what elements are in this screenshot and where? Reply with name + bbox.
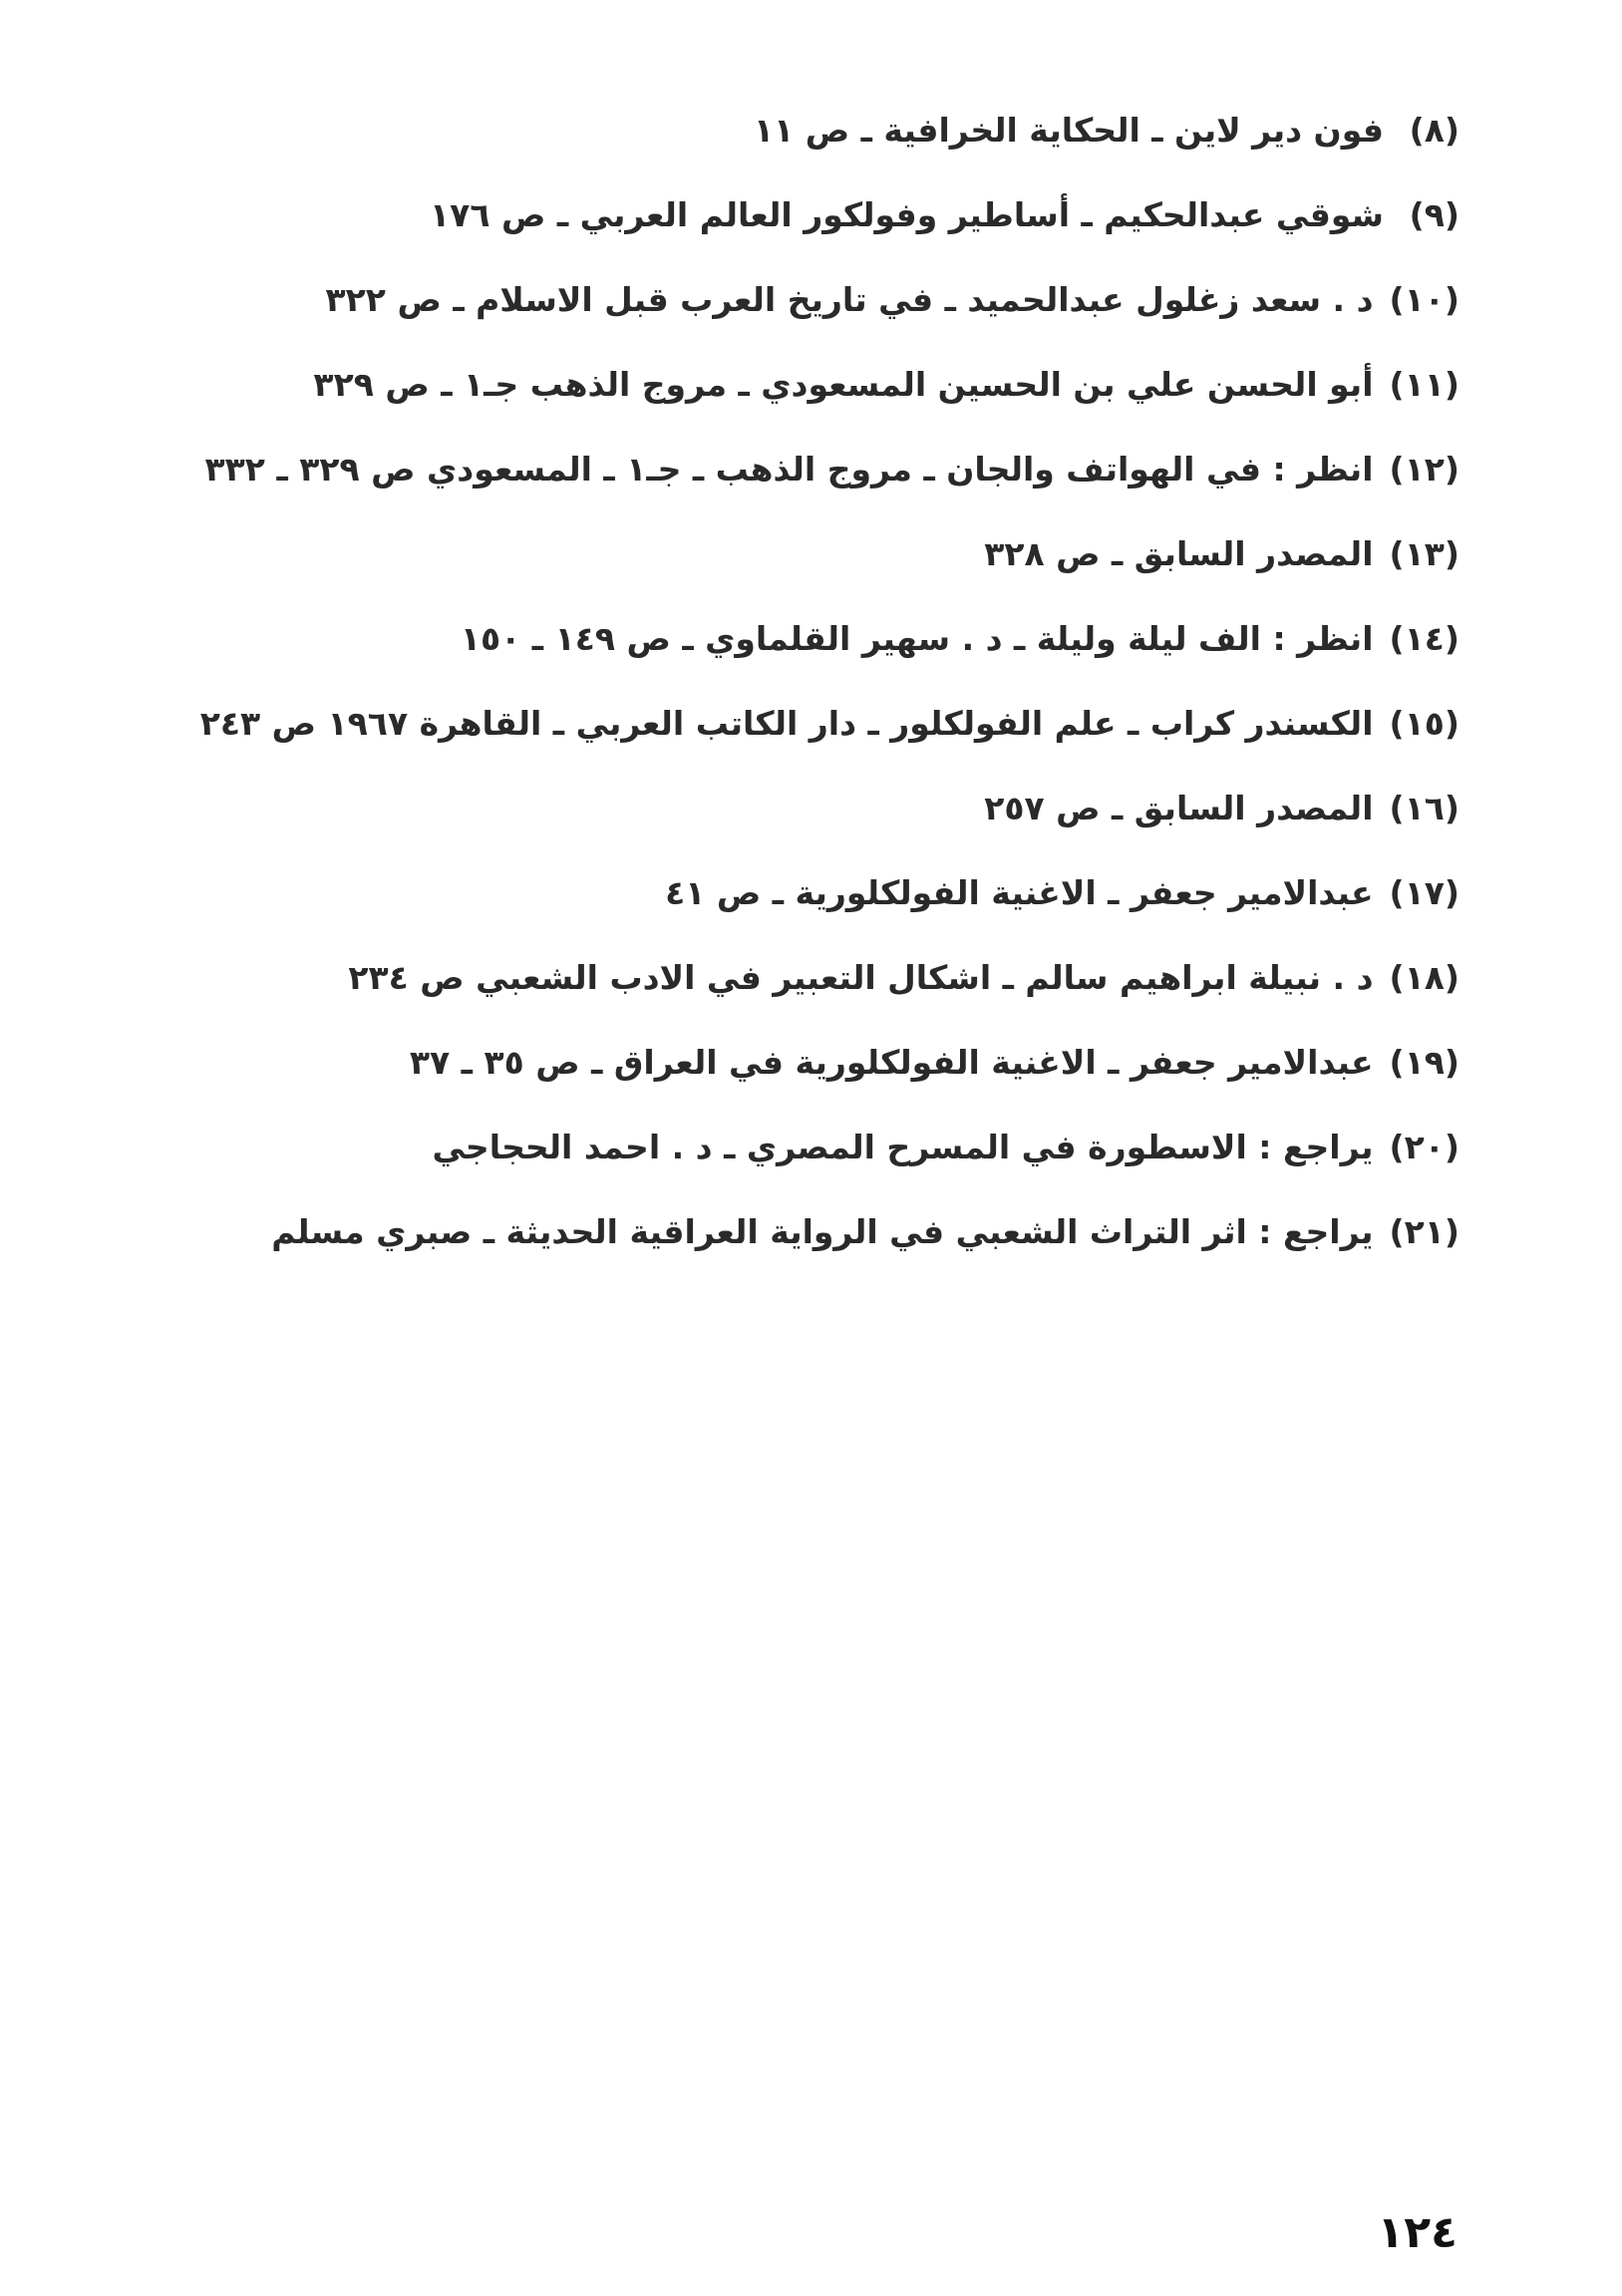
page-number: ١٢٤ (1377, 2207, 1458, 2258)
footnote-text: عبدالامير جعفر ـ الاغنية الفولكلورية في العراق ـ ص ٣٥ ـ ٣٧ (409, 1043, 1374, 1082)
footnote-number: (١٦) (1389, 789, 1460, 827)
footnote-number: (١٨) (1389, 958, 1460, 997)
footnote-number: (١٧) (1389, 873, 1460, 912)
footnote-item (144, 784, 1460, 868)
footnote-number: (١٥) (1389, 704, 1460, 743)
footnote-item (144, 190, 1460, 275)
footnote-item (144, 1038, 1460, 1123)
footnote-item (144, 275, 1460, 360)
footnote-number: (١٣) (1389, 534, 1460, 573)
footnote-text: المصدر السابق ـ ص ٢٥٧ (984, 789, 1374, 827)
footnote-item (144, 360, 1460, 445)
footnote-number: (١٠) (1389, 280, 1460, 319)
footnote-number: (١٢) (1389, 450, 1460, 489)
footnote-text: شوقي عبدالحكيم ـ أساطير وفولكور العالم العربي ـ ص ١٧٦ (430, 195, 1384, 234)
footnote-text: انظر : الف ليلة وليلة ـ د . سهير القلماوي ـ ص ١٤٩ ـ ١٥٠ (460, 619, 1374, 658)
footnote-item (144, 106, 1460, 190)
footnote-text: عبدالامير جعفر ـ الاغنية الفولكلورية ـ ص ٤١ (665, 873, 1374, 912)
footnote-item (144, 1123, 1460, 1207)
footnote-number: (٢١) (1389, 1212, 1460, 1251)
footnote-text: فون دير لاين ـ الحكاية الخرافية ـ ص ١١ (753, 111, 1384, 150)
footnote-item (144, 699, 1460, 784)
footnote-number: (١٩) (1389, 1043, 1460, 1082)
footnote-number: (١٤) (1389, 619, 1460, 658)
footnote-text: الكسندر كراب ـ علم الفولكلور ـ دار الكاتب العربي ـ القاهرة ١٩٦٧ ص ٢٤٣ (199, 704, 1374, 743)
footnote-text: د . سعد زغلول عبدالحميد ـ في تاريخ العرب قبل الاسلام ـ ص ٣٢٢ (325, 280, 1374, 319)
footnote-text: انظر : في الهواتف والجان ـ مروج الذهب ـ جـ١ ـ المسعودي ص ٣٢٩ ـ ٣٣٢ (204, 450, 1374, 489)
footnote-text: يراجع : الاسطورة في المسرح المصري ـ د . احمد الحجاجي (432, 1128, 1374, 1166)
footnote-text: د . نبيلة ابراهيم سالم ـ اشكال التعبير في الادب الشعبي ص ٢٣٤ (348, 958, 1374, 997)
footnote-item (144, 953, 1460, 1038)
footnote-text: المصدر السابق ـ ص ٣٢٨ (984, 534, 1374, 573)
footnote-item (144, 445, 1460, 529)
footnote-number: (١١) (1389, 365, 1460, 404)
footnote-item (144, 529, 1460, 614)
footnote-number: (٩) (1409, 195, 1460, 234)
footnote-text: أبو الحسن علي بن الحسين المسعودي ـ مروج الذهب جـ١ ـ ص ٣٢٩ (313, 365, 1374, 404)
footnote-text: يراجع : اثر التراث الشعبي في الرواية العراقية الحديثة ـ صبري مسلم (271, 1212, 1374, 1251)
footnotes-list (144, 106, 1460, 1292)
footnote-item (144, 1207, 1460, 1292)
footnote-number: (٨) (1409, 111, 1460, 150)
footnote-item (144, 868, 1460, 953)
footnote-number: (٢٠) (1389, 1128, 1460, 1166)
footnote-item (144, 614, 1460, 699)
